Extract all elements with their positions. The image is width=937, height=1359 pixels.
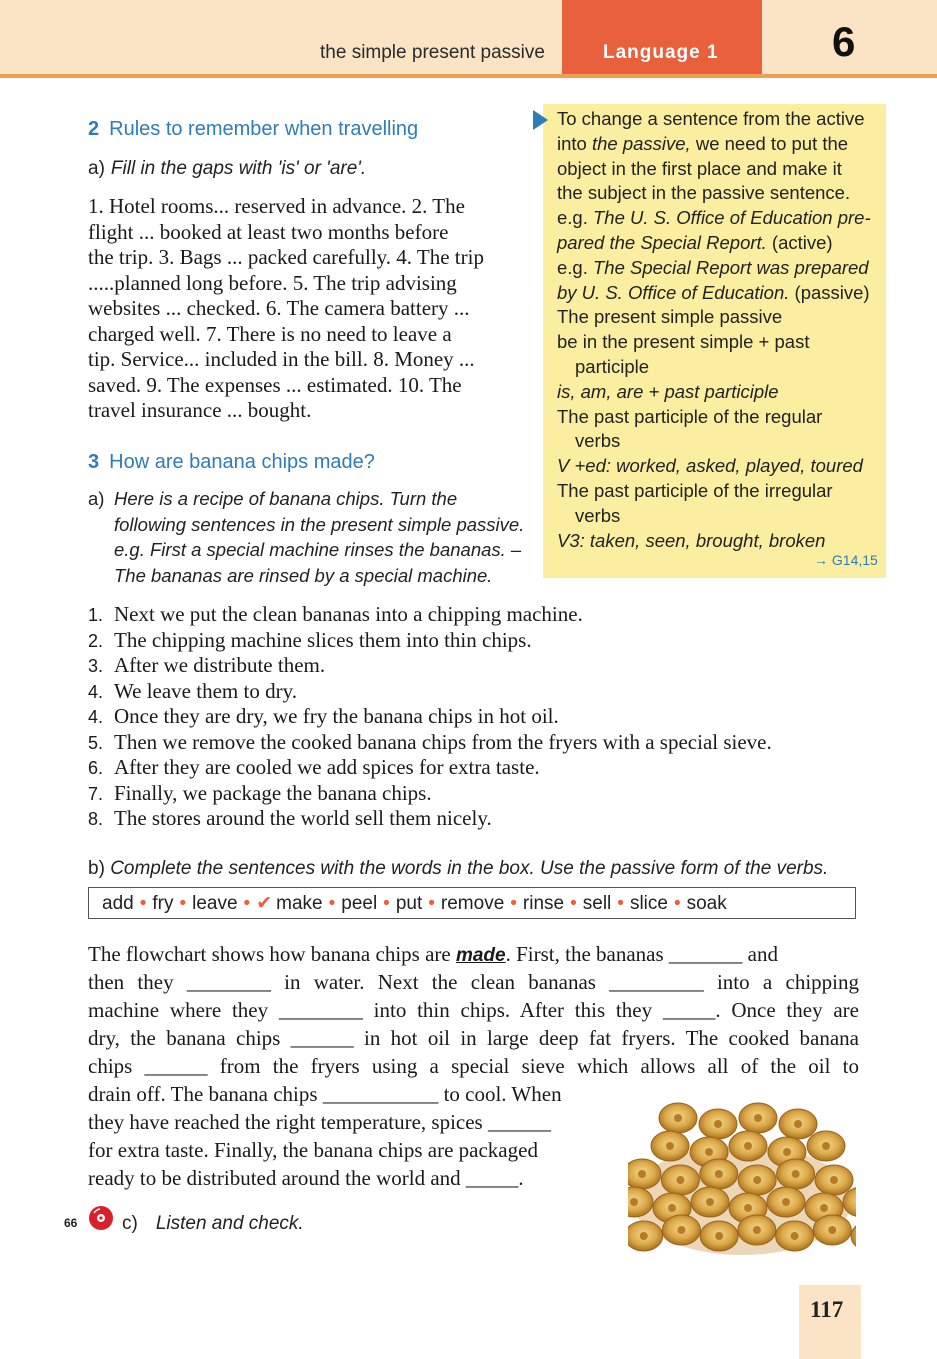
banana-chip-center: [744, 1204, 752, 1212]
list-item-number: 1.: [88, 605, 104, 625]
grammar-box-line: pared the Special Report. (active): [557, 232, 833, 253]
bullet-dot: •: [179, 893, 187, 914]
track-number: 66: [64, 1216, 78, 1230]
banana-chip-center: [676, 1176, 684, 1184]
section-tab: [562, 0, 762, 74]
paragraph-text: . First, the bananas _______ and: [505, 942, 778, 966]
instruction-label: a): [88, 488, 105, 509]
instruction-text: Fill in the gaps with 'is' or 'are'.: [110, 158, 367, 179]
paragraph-line: then they ________ in water. Next the clean bananas _________ into a chipping: [88, 970, 859, 994]
paragraph-line: machine where they ________ into thin chips. After this they _____. Once they are: [88, 998, 859, 1022]
word-option: sell: [582, 893, 612, 914]
list-item-number: 4.: [88, 707, 104, 727]
banana-chip-center: [782, 1198, 790, 1206]
word-option: remove: [440, 893, 505, 914]
header-topic: the simple present passive: [320, 42, 545, 63]
bullet-dot: •: [617, 893, 624, 914]
exercise-2-line: .....planned long before. 5. The trip advising: [88, 270, 457, 295]
grammar-box-line: e.g. The U. S. Office of Education pre-: [557, 207, 871, 229]
list-item-number: 4.: [88, 681, 104, 702]
list-item-number: 8.: [88, 809, 104, 829]
paragraph-line: dry, the banana chips ______ in hot oil in large deep fat fryers. The cooked banana: [88, 1026, 859, 1050]
exercise-2-line: flight ... booked at least two months before: [88, 219, 449, 244]
exercise-2-line: travel insurance ... bought.: [88, 398, 312, 422]
paragraph-line: for extra taste. Finally, the banana chips are packaged: [88, 1138, 538, 1162]
exercise-2-line: the trip. 3. Bags ... packed carefully. 4. The trip: [88, 245, 484, 269]
banana-chip-center: [674, 1114, 682, 1122]
list-item-text: Once they are dry, we fry the banana chips in hot oil.: [114, 704, 559, 728]
banana-chip-center: [820, 1204, 828, 1212]
banana-chip-center: [715, 1170, 723, 1178]
word-option: soak: [686, 893, 727, 914]
grammar-box-line: is, am, are + past participle: [557, 380, 779, 402]
grammar-box-line: verbs: [575, 504, 621, 526]
banana-chip-center: [640, 1232, 648, 1240]
paragraph-line: drain off. The banana chips ___________ to cool. When: [88, 1082, 562, 1106]
word-option: put: [395, 893, 423, 914]
banana-chip-center: [630, 1198, 638, 1206]
paragraph-line: they have reached the right temperature, spices ______: [88, 1110, 551, 1134]
word-option: fry: [152, 893, 174, 914]
banana-chip-center: [791, 1232, 799, 1240]
instruction-line: following sentences in the present simple passive.: [114, 513, 525, 535]
exercise-2-title-text: Rules to remember when travelling: [109, 118, 419, 140]
list-item: [88, 806, 492, 831]
grammar-reference: → G14,15: [814, 552, 878, 568]
paragraph-text: The flowchart shows how banana chips are: [88, 942, 451, 966]
banana-chip-center: [828, 1226, 836, 1234]
grammar-box-line: into the passive, we need to put the: [557, 132, 849, 154]
exercise-2-title: [88, 118, 418, 141]
list-item-text: Then we remove the cooked banana chips from the fryers with a special sieve.: [114, 729, 772, 754]
banana-chip-center: [677, 1226, 685, 1234]
banana-chip-center: [830, 1176, 838, 1184]
grammar-box-line: V +ed: worked, asked, played, toured: [557, 455, 863, 477]
banana-chip-center: [705, 1148, 713, 1156]
bullet-dot: •: [243, 893, 251, 914]
banana-chip-center: [794, 1120, 802, 1128]
bullet-dot: •: [428, 893, 435, 914]
list-item: [88, 755, 540, 780]
word-box: [88, 887, 856, 919]
list-item-text: After they are cooled we add spices for extra taste.: [114, 755, 540, 779]
banana-chip-center: [666, 1142, 674, 1150]
grammar-box-line: the subject in the passive sentence.: [557, 182, 851, 204]
unit-number: 6: [832, 18, 856, 65]
instruction-line: Here is a recipe of banana chips. Turn the: [114, 488, 458, 509]
exercise-3c-instruction: [122, 1213, 304, 1235]
instruction-text: Listen and check.: [155, 1213, 304, 1234]
grammar-box-line: To change a sentence from the active: [557, 108, 865, 129]
banana-chip-center: [792, 1170, 800, 1178]
bullet-dot: •: [383, 893, 390, 914]
banana-chip: [851, 1221, 856, 1251]
list-item: [88, 653, 325, 678]
exercise-3-number: 3: [88, 451, 100, 473]
list-item-number: 5.: [88, 732, 104, 753]
list-item: [88, 679, 297, 704]
list-item: [88, 781, 432, 806]
grammar-box-line: by U. S. Office of Education. (passive): [557, 281, 870, 303]
banana-chip-center: [668, 1204, 676, 1212]
list-item-text: The chipping machine slices them into thin chips.: [114, 627, 532, 652]
exercise-3b-instruction: [88, 858, 828, 880]
bullet-dot: •: [570, 893, 577, 914]
audio-cd-icon[interactable]: [88, 1205, 114, 1231]
example-answer: made: [455, 945, 506, 966]
grammar-box-line: The past participle of the regular: [557, 405, 823, 427]
banana-chips-image: [628, 1100, 856, 1260]
grammar-box-line: participle: [575, 356, 650, 377]
checkmark-icon: ✔: [256, 893, 273, 914]
word-option: leave: [192, 893, 238, 914]
instruction-label: a): [88, 158, 105, 179]
list-item: [88, 730, 772, 755]
paragraph-line: ready to be distributed around the world and _____.: [88, 1166, 524, 1190]
section-label: Language 1: [603, 42, 719, 63]
instruction-line: e.g. First a special machine rinses the bananas. –: [114, 539, 522, 560]
list-item-text: The stores around the world sell them nicely.: [114, 806, 492, 830]
list-item-number: 7.: [88, 783, 104, 804]
instruction-line: The bananas are rinsed by a special machine.: [114, 564, 493, 586]
instruction-label: b): [88, 858, 105, 879]
exercise-2-line: 1. Hotel rooms... reserved in advance. 2. The: [88, 194, 465, 218]
exercise-3-title: [88, 451, 375, 474]
banana-chip-center: [706, 1198, 714, 1206]
banana-chip-center: [822, 1142, 830, 1150]
grammar-box-line: be in the present simple + past: [557, 331, 810, 353]
banana-chip-center: [638, 1170, 646, 1178]
paragraph-line: [88, 942, 778, 967]
exercise-2-text: [88, 194, 528, 424]
list-item-text: After we distribute them.: [114, 653, 326, 677]
banana-chip-center: [753, 1176, 761, 1184]
list-item-text: Next we put the clean bananas into a chipping machine.: [114, 602, 583, 626]
list-item-number: 6.: [88, 758, 104, 778]
exercise-2-instruction: [88, 158, 366, 180]
list-item: [88, 704, 559, 729]
exercise-2-number: 2: [88, 118, 100, 140]
grammar-box-line: The past participle of the irregular: [557, 480, 833, 501]
page-number: 117: [810, 1297, 844, 1322]
grammar-box-line: object in the first place and make it: [557, 157, 842, 179]
exercise-2-line: websites ... checked. 6. The camera battery ...: [88, 296, 470, 320]
banana-chip-center: [714, 1120, 722, 1128]
word-option: peel: [341, 893, 378, 914]
grammar-box-line: The present simple passive: [557, 306, 783, 328]
bullet-dot: •: [328, 893, 336, 914]
banana-chip-center: [783, 1148, 791, 1156]
banana-chip-center: [744, 1142, 752, 1150]
header-divider: [0, 74, 937, 78]
exercise-2-line: saved. 9. The expenses ... estimated. 10. The: [88, 372, 462, 397]
list-item-number: 2.: [88, 630, 104, 651]
exercise-3-instruction: [88, 486, 538, 588]
banana-chip-center: [754, 1114, 762, 1122]
grammar-box-line: e.g. The Special Report was prepared: [557, 256, 869, 278]
list-item-number: 3.: [88, 656, 104, 676]
word-option: make: [276, 893, 323, 914]
word-list: [102, 892, 727, 915]
bullet-dot: •: [139, 893, 147, 914]
banana-chip-center: [753, 1226, 761, 1234]
grammar-box-line: V3: taken, seen, brought, broken: [557, 529, 826, 551]
instruction-label: c): [122, 1213, 138, 1234]
word-option: rinse: [522, 893, 565, 914]
bullet-dot: •: [673, 893, 681, 914]
list-item-text: Finally, we package the banana chips.: [114, 780, 432, 805]
bullet-dot: •: [510, 893, 517, 914]
list-item: [88, 628, 532, 653]
grammar-box-line: verbs: [575, 430, 621, 452]
exercise-2-line: charged well. 7. There is no need to leave a: [88, 321, 452, 346]
exercise-2-line: tip. Service... included in the bill. 8. Money ...: [88, 347, 475, 371]
list-item: [88, 602, 583, 627]
arrow-icon: [533, 110, 548, 130]
paragraph-line: chips ______ from the fryers using a special sieve which allows all of the oil to: [88, 1054, 859, 1078]
list-item-text: We leave them to dry.: [114, 678, 297, 703]
banana-chip-center: [715, 1232, 723, 1240]
exercise-3-title-text: How are banana chips made?: [109, 451, 375, 473]
word-option: add: [102, 893, 134, 914]
word-option: slice: [629, 893, 668, 914]
instruction-text: Complete the sentences with the words in the box. Use the passive form of the verbs.: [110, 858, 829, 879]
